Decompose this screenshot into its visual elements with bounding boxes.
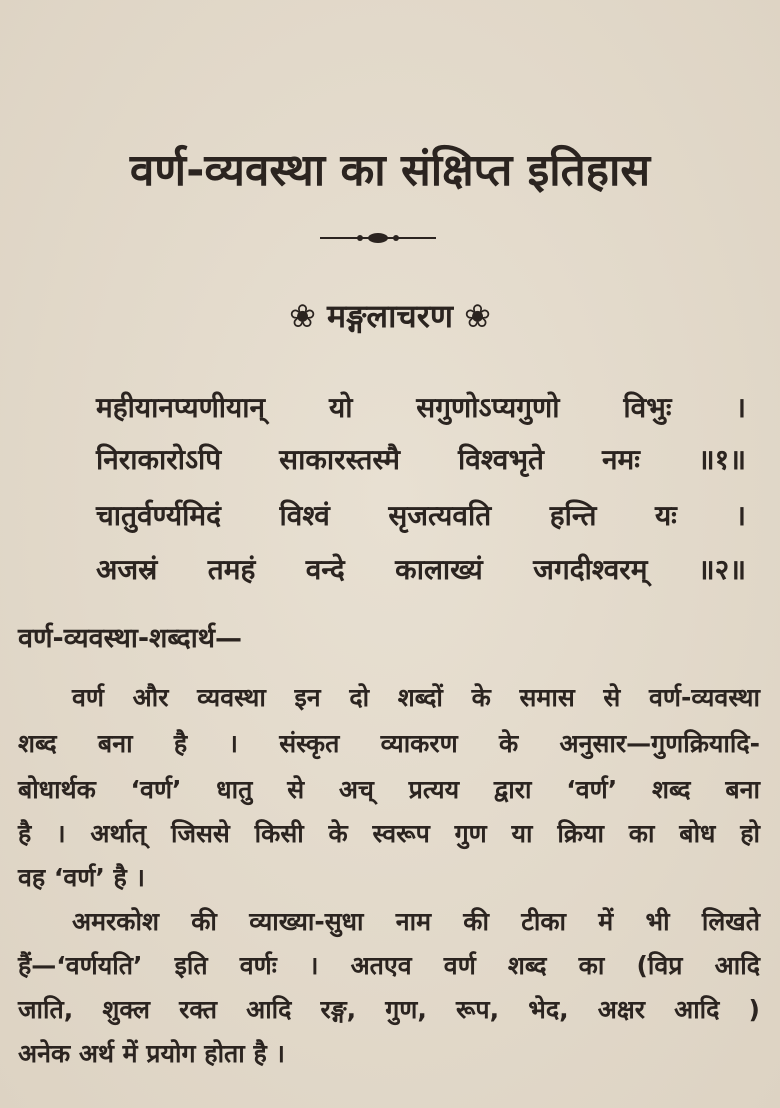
flower-ornament-icon: ❀ (289, 297, 316, 335)
paragraph-line: जाति, शुक्ल रक्त आदि रङ्ग, गुण, रूप, भेद, अक्षर आदि ) (18, 995, 760, 1024)
verse-line: चातुर्वर्ण्यमिदं विश्वं सृजत्यवति हन्ति यः । (96, 499, 746, 532)
paragraph-line: बोधार्थक ‘वर्ण’ धातु से अच् प्रत्यय द्वारा ‘वर्ण’ शब्द बना (18, 775, 760, 804)
verse-line: अजस्रं तमहं वन्दे कालाख्यं जगदीश्वरम् ॥२॥ (96, 553, 746, 586)
paragraph-line: अनेक अर्थ में प्रयोग होता है । (18, 1039, 285, 1068)
paragraph-line: अमरकोश की व्याख्या-सुधा नाम की टीका में भी लिखते (72, 907, 760, 936)
paragraph-line: है । अर्थात् जिससे किसी के स्वरूप गुण या क्रिया का बोध हो (18, 819, 760, 848)
paragraph-line: हैं—‘वर्णयति’ इति वर्णः । अतएव वर्ण शब्द का (विप्र आदि (18, 951, 760, 980)
subheading-text: मङ्गलाचरण (327, 297, 453, 335)
paragraph-line: वर्ण और व्यवस्था इन दो शब्दों के समास से वर्ण-व्यवस्था (72, 683, 760, 712)
divider-ornament (320, 230, 436, 246)
page-title: वर्ण-व्यवस्था का संक्षिप्त इतिहास (129, 145, 651, 196)
verse-line: महीयानप्यणीयान् यो सगुणोऽप्यगुणो विभुः । (96, 391, 746, 424)
flower-ornament-icon: ❀ (464, 297, 491, 335)
verse-line: निराकारोऽपि साकारस्तस्मै विश्वभृते नमः ॥१॥ (96, 443, 746, 476)
subheading (0, 294, 780, 337)
paragraph-line: वह ‘वर्ण’ है । (18, 863, 146, 892)
section-heading: वर्ण-व्यवस्था-शब्दार्थ— (18, 623, 242, 654)
paragraph-line: शब्द बना है । संस्कृत व्याकरण के अनुसार—गुणक्रियादि- (18, 729, 760, 758)
